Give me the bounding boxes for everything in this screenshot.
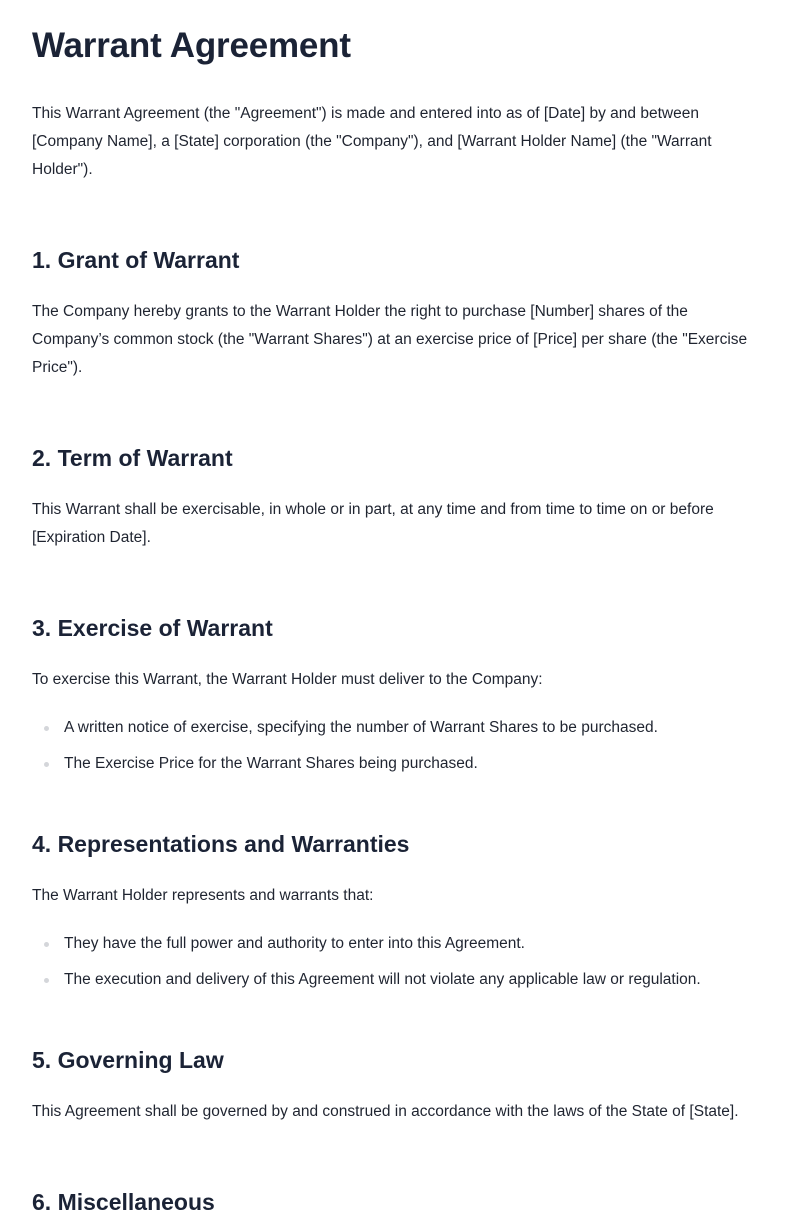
- list-item: [32, 752, 768, 776]
- section-heading-term: 2. Term of Warrant: [32, 445, 233, 471]
- bullet-dot-icon: [44, 942, 49, 947]
- section-heading-miscellaneous: 6. Miscellaneous: [32, 1189, 215, 1215]
- list-item: [32, 932, 768, 956]
- section-heading-representations: 4. Representations and Warranties: [32, 831, 410, 857]
- list-item-text: The Exercise Price for the Warrant Shares being purchased.: [64, 755, 478, 772]
- bullet-list-exercise: [32, 716, 768, 776]
- section-heading-governing-law: 5. Governing Law: [32, 1047, 224, 1073]
- section-paragraph-governing-law: This Agreement shall be governed by and construed in accordance with the laws of the State of [State].: [32, 1103, 739, 1120]
- list-item-text: A written notice of exercise, specifying the number of Warrant Shares to be purchased.: [64, 719, 658, 736]
- section-paragraph-representations: The Warrant Holder represents and warrants that:: [32, 887, 374, 904]
- intro-paragraph: This Warrant Agreement (the "Agreement") is made and entered into as of [Date] by and between [Company Name], a [State] corporation (the "Company"), and [Warrant Holder Name] (the "Warrant Holder").: [32, 105, 712, 178]
- section-paragraph-grant: The Company hereby grants to the Warrant Holder the right to purchase [Number] shares of the Company’s common stock (the "Warrant Shares") at an exercise price of [Price] per share (the "Exercise Price").: [32, 303, 748, 376]
- bullet-dot-icon: [44, 978, 49, 983]
- section-paragraph-term: This Warrant shall be exercisable, in whole or in part, at any time and from time to time on or before [Expiration Date].: [32, 501, 714, 546]
- bullet-dot-icon: [44, 762, 49, 767]
- document-title: Warrant Agreement: [32, 26, 351, 65]
- list-item: [32, 968, 768, 992]
- list-item-text: The execution and delivery of this Agreement will not violate any applicable law or regulation.: [64, 971, 701, 988]
- section-heading-grant: 1. Grant of Warrant: [32, 247, 240, 273]
- bullet-dot-icon: [44, 726, 49, 731]
- bullet-list-representations: [32, 932, 768, 992]
- section-paragraph-exercise: To exercise this Warrant, the Warrant Holder must deliver to the Company:: [32, 671, 543, 688]
- list-item-text: They have the full power and authority to enter into this Agreement.: [64, 935, 525, 952]
- list-item: [32, 716, 768, 740]
- section-heading-exercise: 3. Exercise of Warrant: [32, 615, 273, 641]
